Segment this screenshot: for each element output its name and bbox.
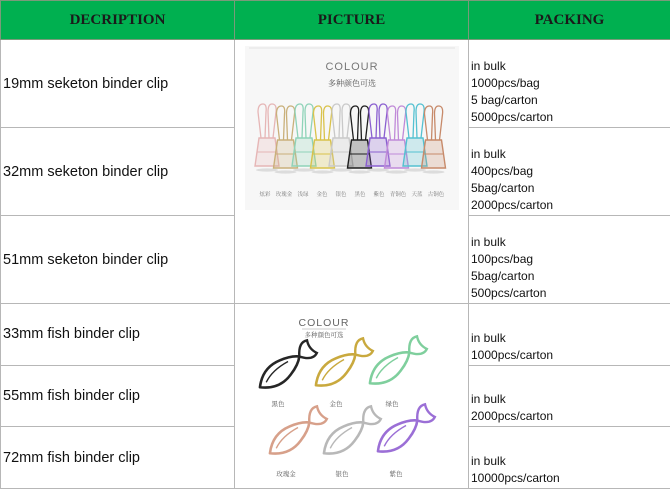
color-label: 玫瑰金 [275, 471, 296, 478]
packing-line: in bulk [471, 235, 506, 249]
packing-line: in bulk [471, 454, 506, 468]
picture-cell-skeleton [235, 40, 469, 304]
row-packing [469, 365, 670, 427]
color-label: 天蓝 [410, 192, 423, 198]
row-packing [469, 304, 670, 366]
row-packing [469, 40, 670, 128]
row-packing [469, 216, 670, 304]
color-label: 金色 [315, 192, 328, 198]
header-picture: PICTURE [235, 1, 469, 40]
row-description: 55mm fish binder clip [1, 365, 235, 427]
color-label: 玫瑰金 [275, 192, 292, 198]
color-label: 黑色 [271, 401, 284, 408]
color-label: 紫色 [389, 471, 402, 478]
row-description: 19mm seketon binder clip [1, 40, 235, 128]
packing-line: 2000pcs/carton [471, 198, 554, 212]
fish-clip-illustration [252, 312, 452, 488]
color-label: 紫色 [372, 192, 385, 198]
row-description: 32mm seketon binder clip [1, 128, 235, 216]
color-label: 金色 [329, 401, 342, 408]
row-description: 72mm fish binder clip [1, 427, 235, 489]
row-packing [469, 427, 670, 489]
header-packing: PACKING [469, 1, 670, 40]
packing-line: 1000pcs/carton [471, 347, 554, 362]
packing-line: 400pcs/bag [471, 164, 534, 178]
picture1-subtitle: 多种颜色可选 [327, 79, 376, 88]
picture1-title: COLOUR [324, 61, 379, 73]
packing-line: 5000pcs/carton [471, 110, 554, 124]
picture2-title: COLOUR [298, 317, 349, 329]
packing-line: in bulk [471, 330, 506, 345]
color-label: 青铜色 [389, 192, 406, 198]
packing-line: 5bag/carton [471, 269, 535, 283]
packing-line: 1000pcs/bag [471, 76, 540, 90]
color-label: 古铜色 [427, 192, 444, 198]
table-row [1, 304, 670, 366]
packing-line: 10000pcs/carton [471, 471, 560, 485]
row-description: 33mm fish binder clip [1, 304, 235, 366]
packing-line: in bulk [471, 147, 506, 161]
header-row [1, 1, 670, 40]
color-label: 黑色 [353, 192, 366, 198]
fish-clip-photo [252, 312, 452, 488]
packing-line: 5 bag/carton [471, 93, 538, 107]
table-row [1, 40, 670, 128]
skeleton-clip-photo [245, 46, 459, 210]
color-label: 炫彩 [258, 192, 271, 198]
row-description: 51mm seketon binder clip [1, 216, 235, 304]
packing-line: 5bag/carton [471, 181, 535, 195]
packing-line: in bulk [471, 392, 506, 407]
header-description: DECRIPTION [1, 1, 235, 40]
row-packing [469, 128, 670, 216]
picture-cell-fish [235, 304, 469, 489]
color-label: 银色 [334, 192, 347, 198]
packing-line: 100pcs/bag [471, 252, 534, 266]
packing-line: 2000pcs/carton [471, 409, 554, 424]
picture2-subtitle: 多种颜色可选 [304, 332, 343, 339]
color-label: 银色 [335, 471, 348, 478]
packing-line: in bulk [471, 59, 506, 73]
packing-line: 500pcs/carton [471, 286, 547, 300]
skeleton-clip-illustration [245, 46, 459, 210]
color-label: 浅绿 [296, 192, 309, 198]
color-label: 绿色 [385, 401, 398, 408]
